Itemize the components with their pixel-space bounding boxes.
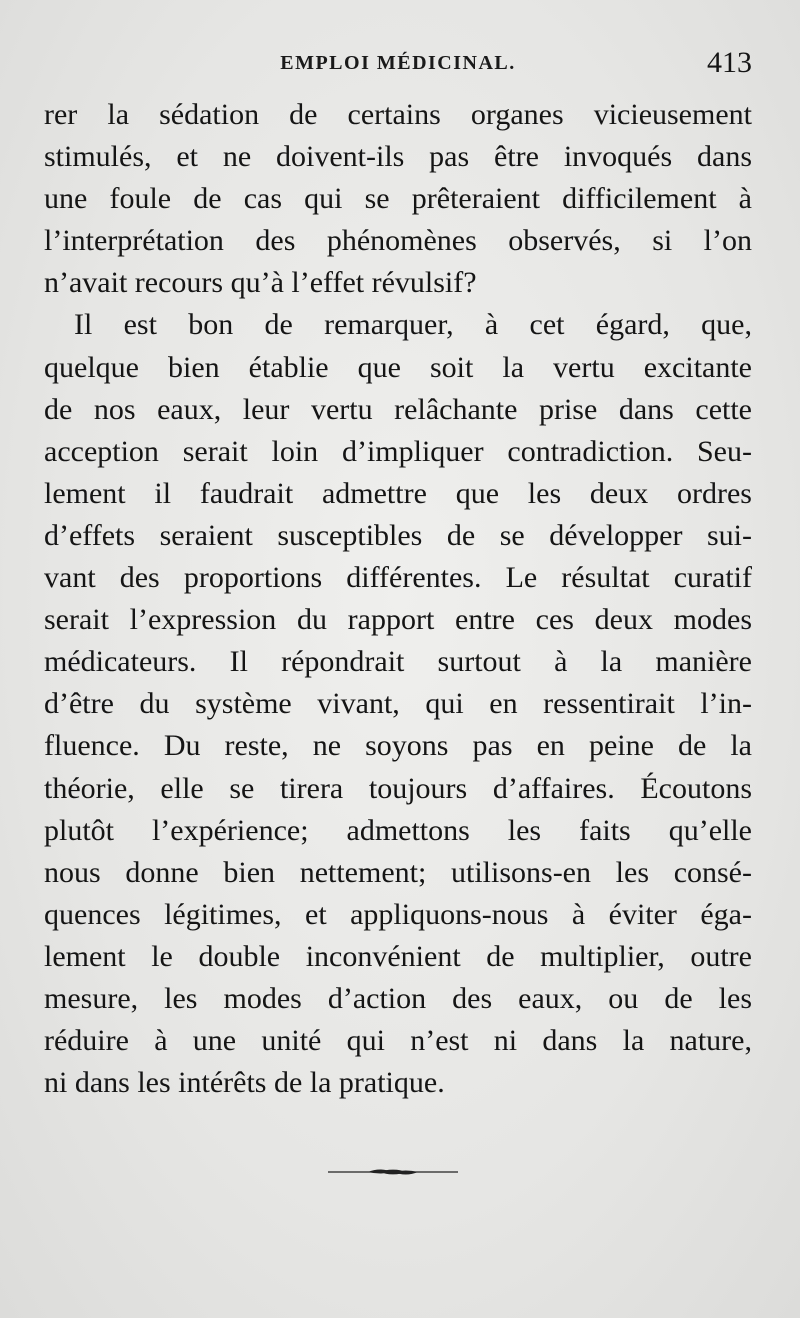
tail-piece-ornament [328, 1166, 458, 1178]
text-line: nous donne bien nettement; utilisons-en les consé- [44, 855, 752, 889]
text-line: l’interprétation des phénomènes observés, si l’on [44, 224, 752, 258]
body-text [44, 94, 752, 1104]
text-line: serait l’expression du rapport entre ces deux modes [44, 603, 752, 637]
text-line: acception serait loin d’impliquer contradiction. Seu- [44, 434, 752, 468]
text-line: de nos eaux, leur vertu relâchante prise dans cette [44, 392, 752, 426]
text-line: stimulés, et ne doivent-ils pas être invoqués dans [44, 140, 752, 174]
text-line: une foule de cas qui se prêteraient difficilement à [44, 182, 752, 216]
running-head: EMPLOI MÉDICINAL. [280, 52, 516, 74]
text-line: plutôt l’expérience; admettons les faits qu’elle [44, 813, 752, 847]
text-line: vant des proportions différentes. Le résultat curatif [44, 561, 752, 595]
text-line: rer la sédation de certains organes vicieusement [44, 98, 752, 131]
text-line: quelque bien établie que soit la vertu excitante [44, 350, 752, 384]
text-line: mesure, les modes d’action des eaux, ou de les [44, 981, 752, 1015]
text-line: fluence. Du reste, ne soyons pas en peine de la [44, 729, 752, 763]
text-line: d’effets seraient susceptibles de se développer sui- [44, 518, 752, 552]
text-line: réduire à une unité qui n’est ni dans la nature, [44, 1024, 752, 1058]
text-line: quences légitimes, et appliquons-nous à éviter éga- [44, 897, 752, 931]
text-line: théorie, elle se tirera toujours d’affaires. Écoutons [44, 771, 752, 805]
text-line: lement le double inconvénient de multiplier, outre [44, 939, 752, 973]
text-line: d’être du système vivant, qui en ressentirait l’in- [44, 687, 752, 721]
text-line: Il est bon de remarquer, à cet égard, que, [74, 308, 752, 342]
text-line: médicateurs. Il répondrait surtout à la manière [44, 645, 752, 679]
text-line: ni dans les intérêts de la pratique. [44, 1066, 445, 1100]
text-line: n’avait recours qu’à l’effet révulsif? [44, 266, 477, 300]
page-header [44, 46, 752, 92]
text-line: lement il faudrait admettre que les deux ordres [44, 476, 752, 510]
page-number: 413 [707, 46, 752, 79]
